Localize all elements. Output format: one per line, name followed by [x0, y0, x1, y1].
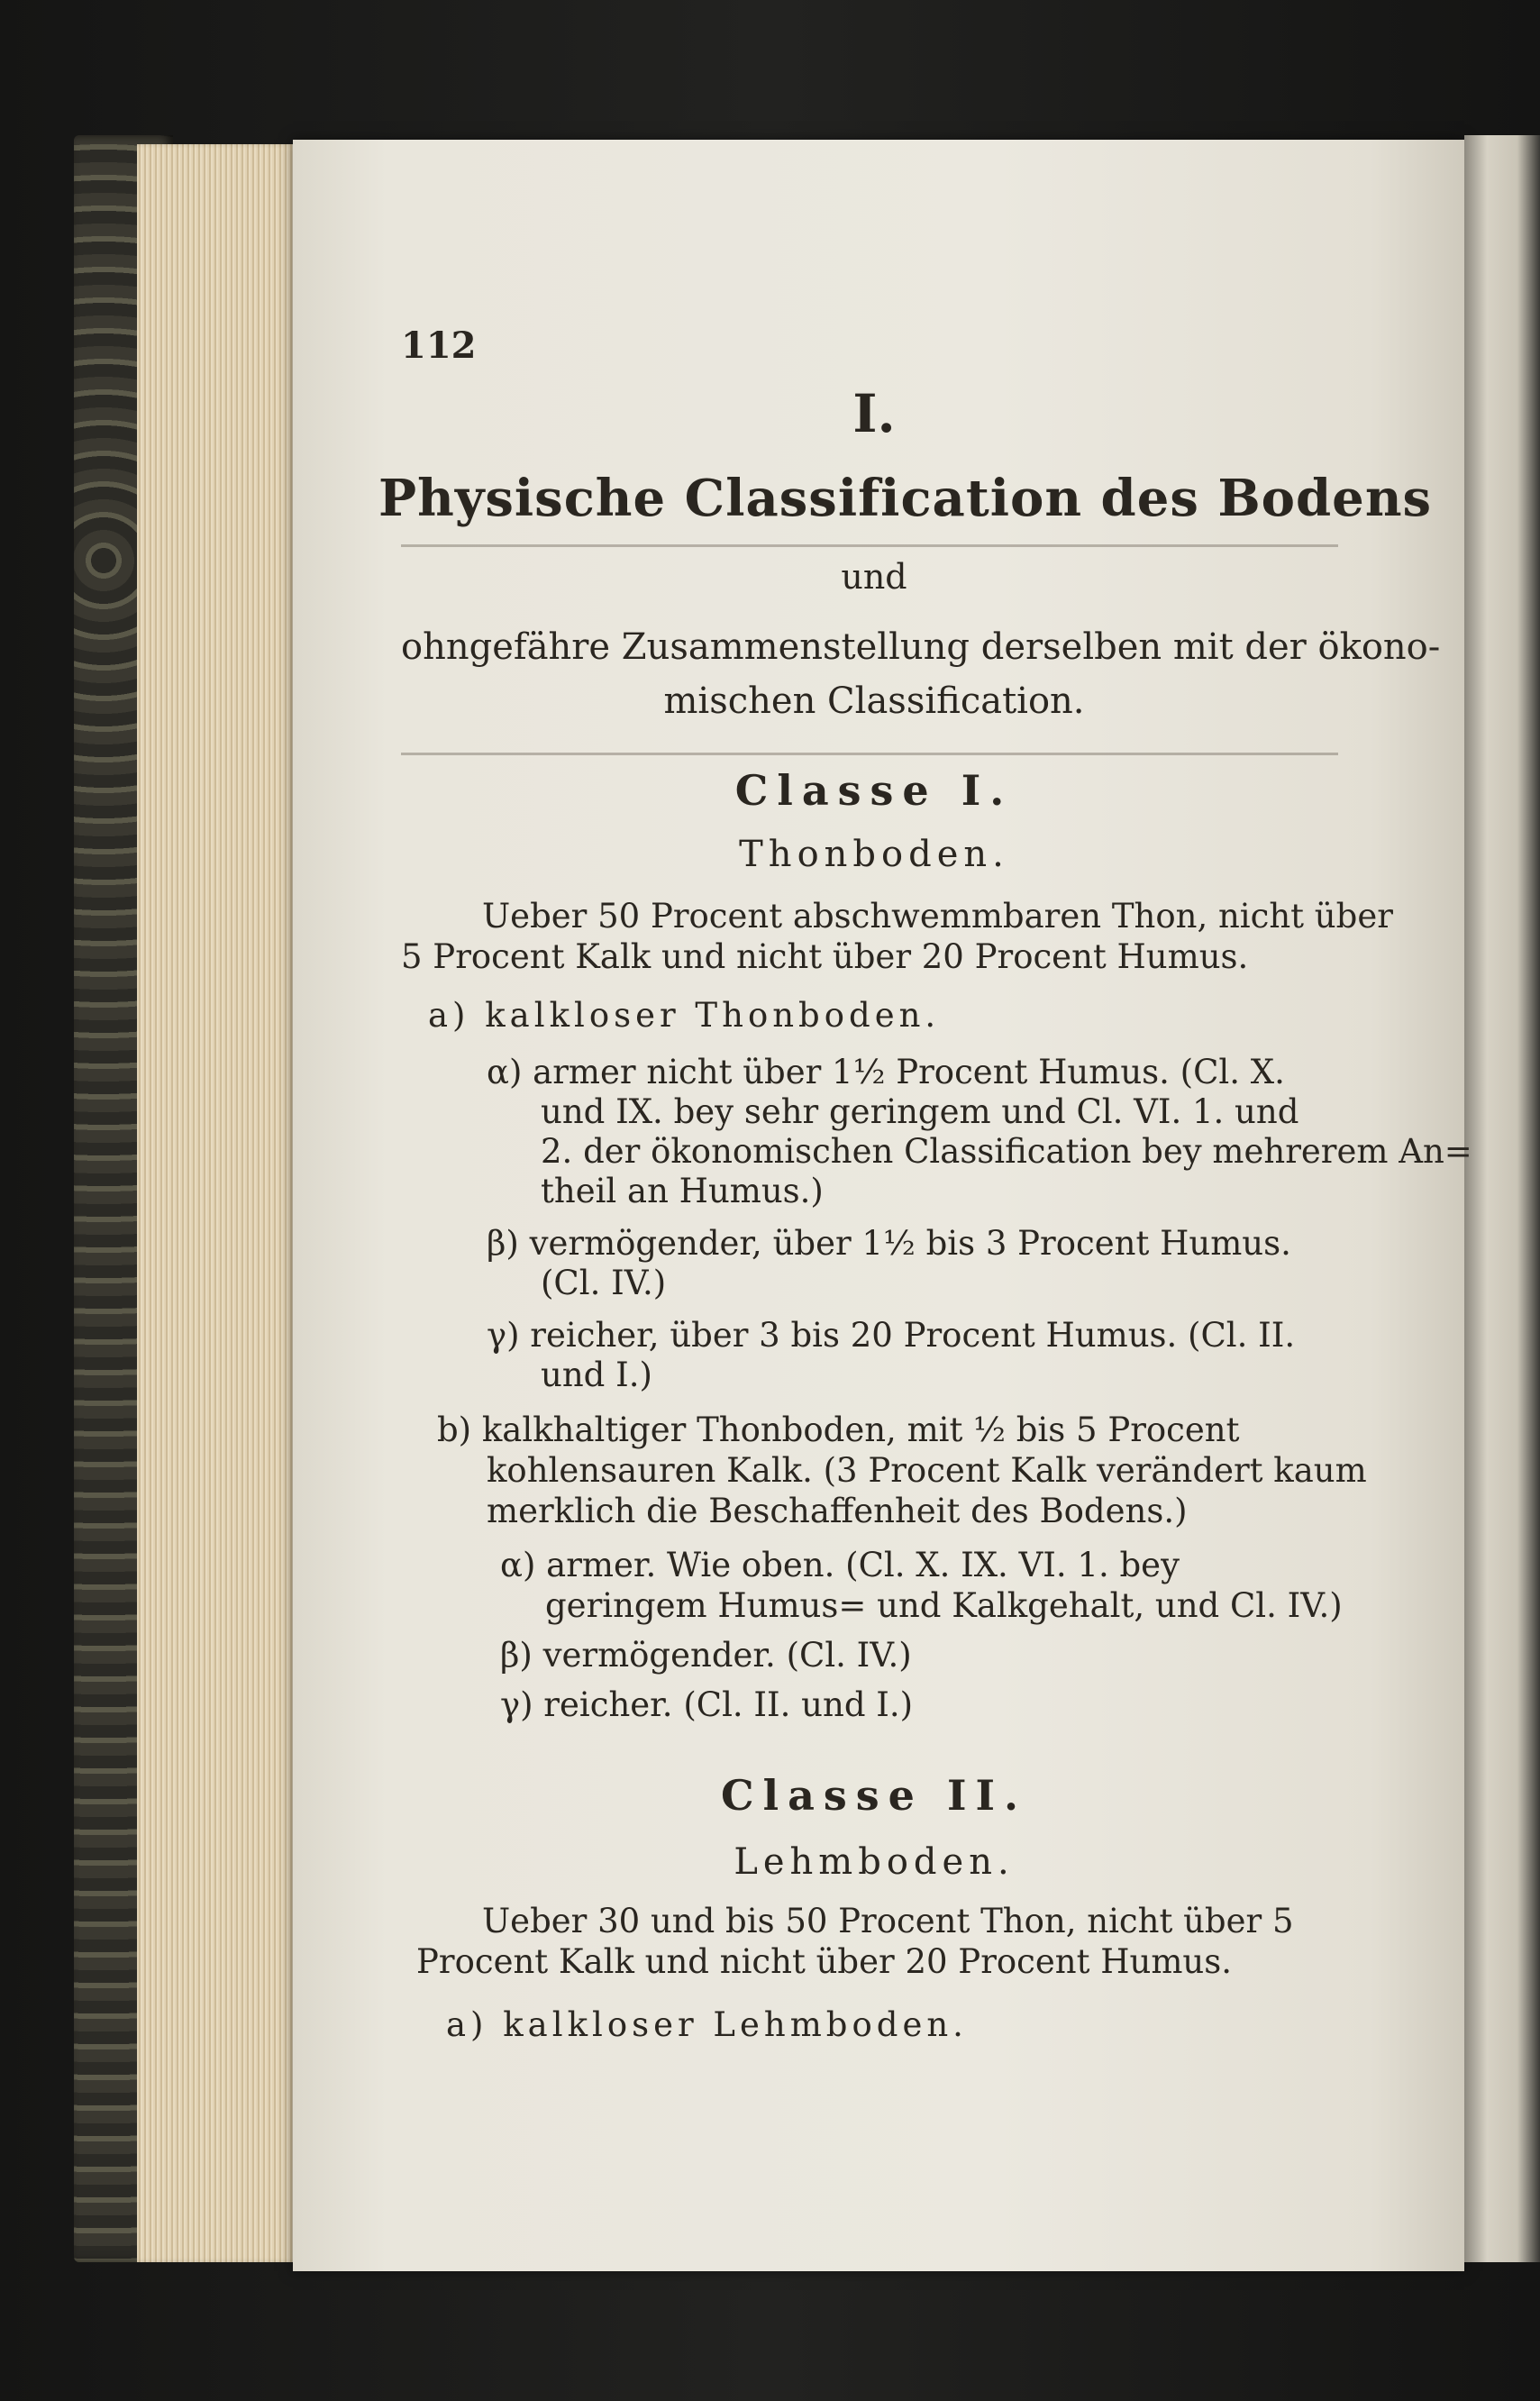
subtitle-line-1: ohngefähre Zusammenstellung derselben mit der ökono-	[401, 626, 1441, 668]
classe-1-a-alpha-line-2: und IX. bey sehr geringem und Cl. VI. 1. und	[541, 1092, 1299, 1131]
classe-1-b-line-1: b) kalkhaltiger Thonboden, mit ½ bis 5 Procent	[437, 1410, 1240, 1449]
classe-1-a-gamma-line-1: γ) reicher, über 3 bis 20 Procent Humus. (Cl. II.	[487, 1316, 1296, 1355]
classe-1-a-alpha-line-3: 2. der ökonomischen Classification bey mehrerem An=	[541, 1132, 1472, 1171]
connector-und: und	[841, 557, 907, 597]
classe-1-b-line-2: kohlensauren Kalk. (3 Procent Kalk verändert kaum	[487, 1451, 1367, 1490]
classe-1-a-beta-line-2: (Cl. IV.)	[541, 1264, 667, 1302]
classe-1-b-line-3: merklich die Beschaffenheit des Bodens.)	[487, 1492, 1188, 1530]
title-rule	[401, 544, 1338, 547]
subtitle-rule	[401, 753, 1338, 755]
classe-1-intro-line-2: 5 Procent Kalk und nicht über 20 Procent Humus.	[401, 937, 1249, 976]
facing-page-edge	[1464, 135, 1540, 2262]
classe-1-name: Thonboden.	[739, 834, 1009, 875]
classe-2-intro-line-2: Procent Kalk und nicht über 20 Procent Humus.	[416, 1942, 1233, 1981]
classe-1-b-beta: β) vermögender. (Cl. IV.)	[500, 1636, 912, 1675]
subtitle-line-2: mischen Classification.	[663, 680, 1085, 722]
classe-1-a-alpha-line-1: α) armer nicht über 1½ Procent Humus. (Cl. X.	[487, 1053, 1285, 1091]
classe-1-a-gamma-line-2: und I.)	[541, 1356, 652, 1394]
classe-2-name: Lehmboden.	[734, 1841, 1015, 1883]
classe-1-b-gamma: γ) reicher. (Cl. II. und I.)	[500, 1685, 914, 1724]
classe-2-intro-line-1: Ueber 30 und bis 50 Procent Thon, nicht über 5	[482, 1902, 1294, 1940]
classe-1-a-label: a) kalkloser Thonboden.	[428, 996, 941, 1035]
page-stack-edge	[137, 144, 299, 2262]
classe-1-b-alpha-line-2: geringem Humus= und Kalkgehalt, und Cl. IV.)	[545, 1586, 1343, 1625]
classe-1-heading: Classe I.	[734, 766, 1014, 815]
page-number: 112	[401, 324, 477, 367]
classe-2-heading: Classe II.	[720, 1771, 1028, 1820]
classe-1-b-alpha-line-1: α) armer. Wie oben. (Cl. X. IX. VI. 1. bey	[500, 1546, 1180, 1584]
classe-2-a-label: a) kalkloser Lehmboden.	[446, 2005, 968, 2044]
section-numeral: I.	[852, 383, 896, 444]
classe-1-intro-line-1: Ueber 50 Procent abschwemmbaren Thon, nicht über	[482, 897, 1393, 936]
classe-1-a-beta-line-1: β) vermögender, über 1½ bis 3 Procent Humus.	[487, 1224, 1291, 1263]
page-title: Physische Classification des Bodens	[378, 469, 1433, 528]
classe-1-a-alpha-line-4: theil an Humus.)	[541, 1172, 824, 1210]
